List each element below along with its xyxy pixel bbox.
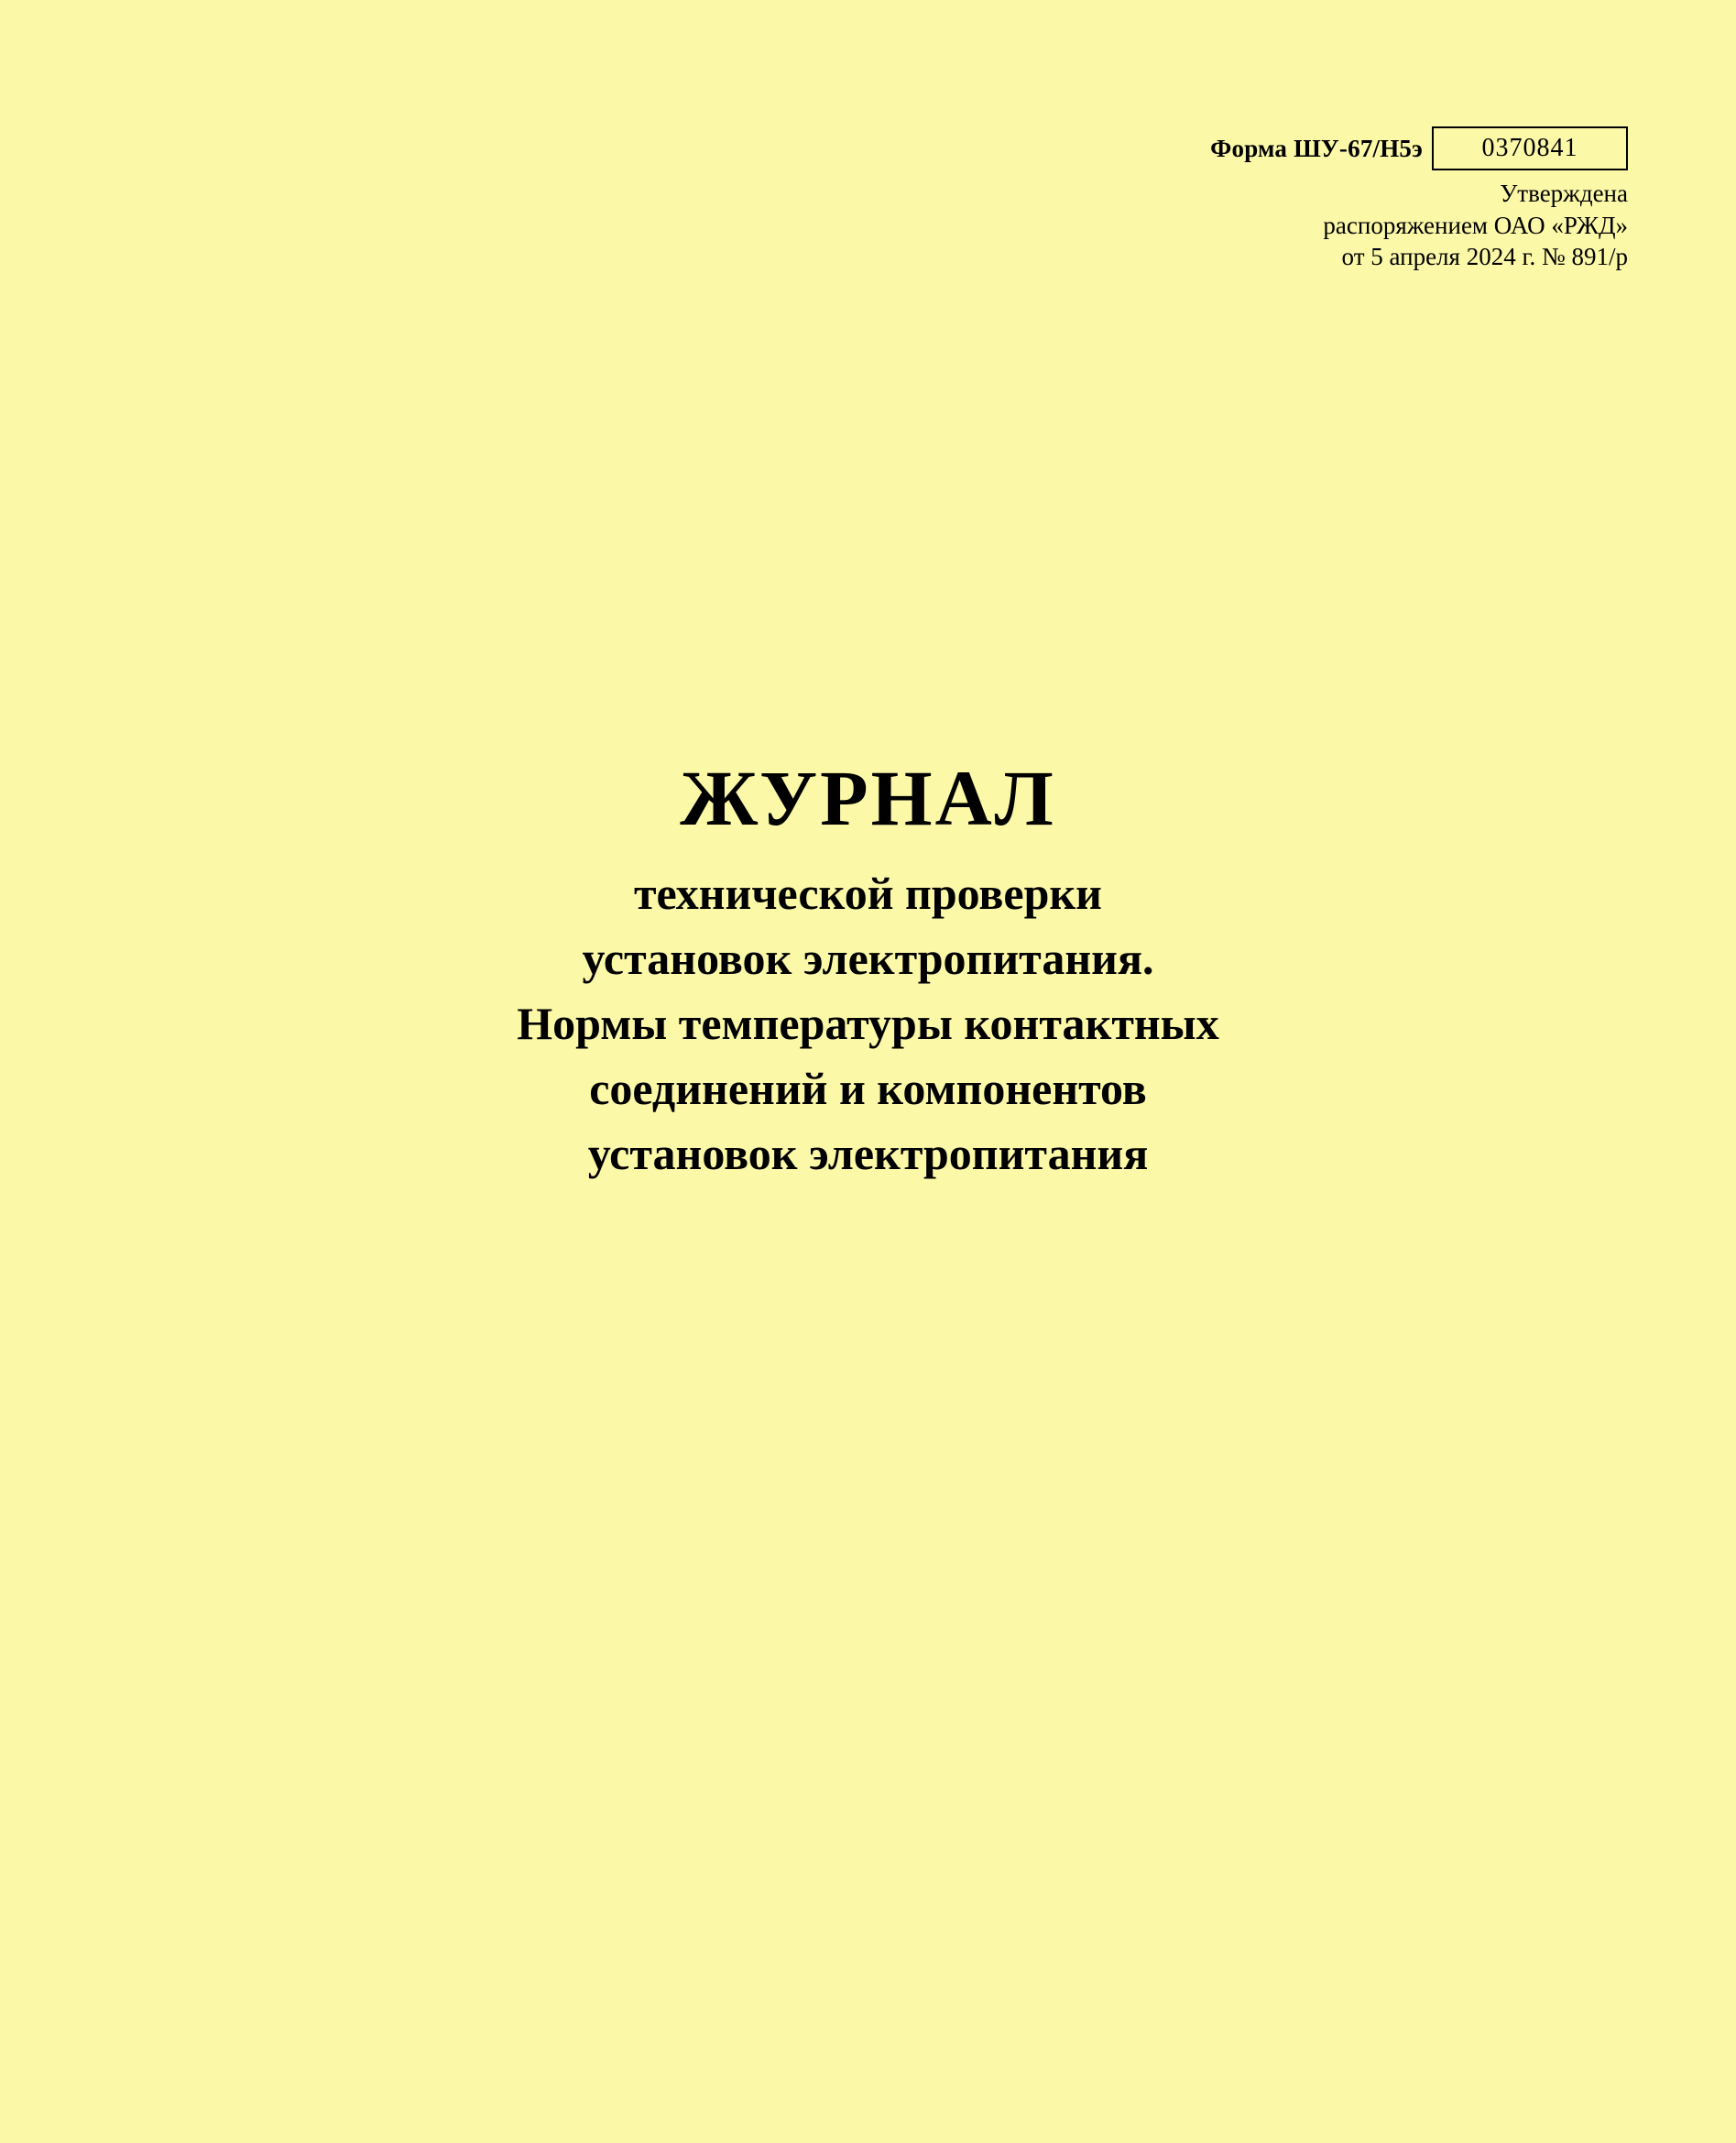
form-identifier-row xyxy=(987,126,1628,170)
page-subtitle xyxy=(0,861,1736,1186)
approval-line-2: распоряжением ОАО «РЖД» xyxy=(1323,211,1628,239)
approval-line-1: Утверждена xyxy=(1500,180,1628,207)
page-title: ЖУРНАЛ xyxy=(680,754,1056,842)
subtitle-line-5: установок электропитания xyxy=(587,1128,1149,1179)
form-header xyxy=(987,126,1628,273)
subtitle-line-4: соединений и компонентов xyxy=(589,1063,1147,1114)
approval-line-3: от 5 апреля 2024 г. № 891/р xyxy=(1341,243,1628,271)
form-number: 0370841 xyxy=(1481,134,1578,162)
form-number-box xyxy=(1432,126,1628,170)
title-block xyxy=(0,754,1736,1186)
subtitle-line-2: установок электропитания. xyxy=(582,933,1154,984)
form-label: Форма ШУ-67/Н5э xyxy=(1210,134,1423,162)
subtitle-line-3: Нормы температуры контактных xyxy=(517,998,1219,1049)
subtitle-line-1: технической проверки xyxy=(633,868,1102,919)
approval-note xyxy=(987,178,1628,273)
